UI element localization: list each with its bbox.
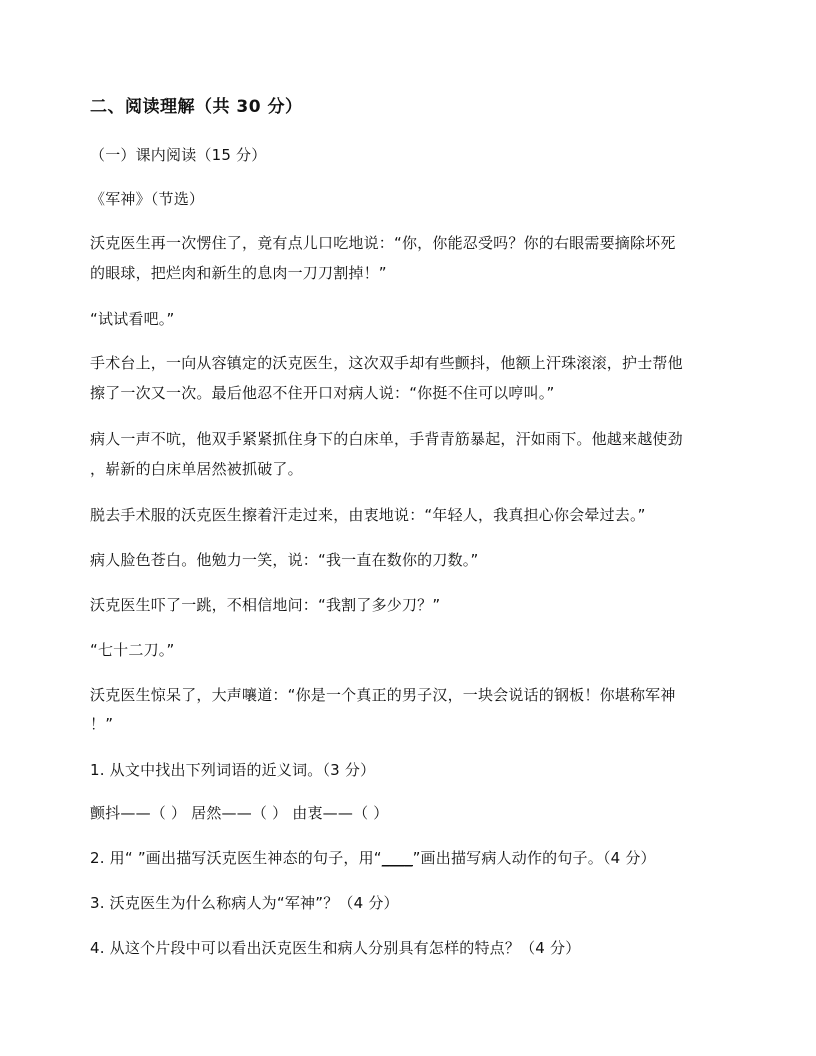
passage-title: 《军神》（节选） xyxy=(90,190,205,208)
paragraph-2: “试试看吧。” xyxy=(90,310,175,328)
question-2-underline-sample: ____ xyxy=(381,849,413,867)
subsection-heading: （一）课内阅读（15 分） xyxy=(90,146,267,164)
paragraph-7: 沃克医生吓了一跳，不相信地问：“我割了多少刀？” xyxy=(90,596,441,614)
question-1-items: 颤抖——（ ） 居然——（ ） 由衷——（ ） xyxy=(90,804,389,822)
paragraph-3-line-1: 手术台上，一向从容镇定的沃克医生，这次双手却有些颤抖，他额上汗珠滚滚，护士帮他 xyxy=(90,354,683,372)
section-title: 二、阅读理解（共 30 分） xyxy=(90,97,303,117)
question-2-suffix: ”画出描写病人动作的句子。（4 分） xyxy=(412,849,656,867)
paragraph-1-line-2: 的眼球，把烂肉和新生的息肉一刀刀割掉！” xyxy=(90,264,387,282)
paragraph-9-line-1: 沃克医生惊呆了，大声嚷道：“你是一个真正的男子汉，一块会说话的钢板！你堪称军神 xyxy=(90,686,676,704)
paragraph-4-line-2: ，崭新的白床单居然被抓破了。 xyxy=(90,460,303,478)
paragraph-5: 脱去手术服的沃克医生擦着汗走过来，由衷地说：“年轻人，我真担心你会晕过去。” xyxy=(90,506,646,524)
paragraph-6: 病人脸色苍白。他勉力一笑，说：“我一直在数你的刀数。” xyxy=(90,551,479,569)
paragraph-1-line-1: 沃克医生再一次愣住了，竟有点儿口吃地说：“你，你能忍受吗？你的右眼需要摘除坏死 xyxy=(90,234,676,252)
question-4: 4. 从这个片段中可以看出沃克医生和病人分别具有怎样的特点？（4 分） xyxy=(90,939,581,957)
paragraph-9-line-2: ！” xyxy=(90,715,114,733)
question-3: 3. 沃克医生为什么称病人为“军神”？（4 分） xyxy=(90,894,399,912)
question-2 xyxy=(90,848,730,868)
question-1: 1. 从文中找出下列词语的近义词。（3 分） xyxy=(90,761,376,779)
paragraph-8: “七十二刀。” xyxy=(90,641,175,659)
paragraph-3-line-2: 擦了一次又一次。最后他忍不住开口对病人说：“你挺不住可以哼叫。” xyxy=(90,384,555,402)
question-2-prefix: 2. 用“ ”画出描写沃克医生神态的句子，用“ xyxy=(90,849,382,867)
paragraph-4-line-1: 病人一声不吭，他双手紧紧抓住身下的白床单，手背青筋暴起，汗如雨下。他越来越使劲 xyxy=(90,430,683,448)
